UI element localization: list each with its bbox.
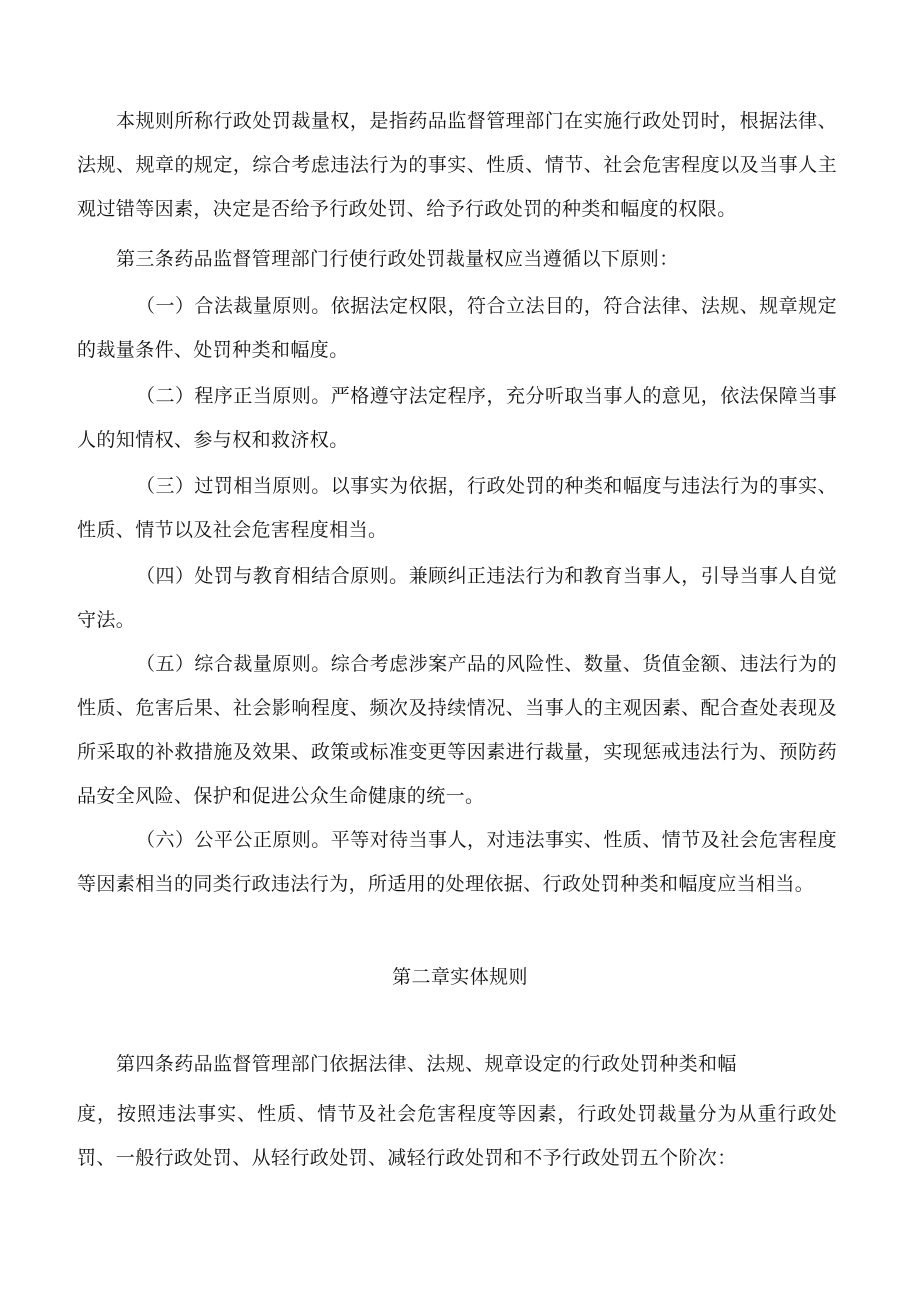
paragraph-principle-5: （五）综合裁量原则。综合考虑涉案产品的风险性、数量、货值金额、违法行为的性质、危害后果、社会影响程度、频次及持续情况、当事人的主观因素、配合查处表现及所采取的补救措施及效果、政策或标准变更等因素进行裁量，实现惩戒违法行为、预防药品安全风险、保护和促进公众生命健康的统一。 bbox=[77, 653, 837, 807]
paragraph-principle-1: （一）合法裁量原则。依据法定权限，符合立法目的，符合法律、法规、规章规定的裁量条件、处罚种类和幅度。 bbox=[77, 295, 837, 361]
chapter-heading: 第二章实体规则 bbox=[392, 966, 528, 988]
paragraph-definition: 本规则所称行政处罚裁量权，是指药品监督管理部门在实施行政处罚时，根据法律、法规、规章的规定，综合考虑违法行为的事实、性质、情节、社会危害程度以及当事人主观过错等因素，决定是否给予行政处罚、给予行政处罚的种类和幅度的权限。 bbox=[77, 110, 837, 220]
paragraph-principle-2: （二）程序正当原则。严格遵守法定程序，充分听取当事人的意见，依法保障当事人的知情权、参与权和救济权。 bbox=[77, 385, 837, 451]
paragraph-principle-4: （四）处罚与教育相结合原则。兼顾纠正违法行为和教育当事人，引导当事人自觉守法。 bbox=[77, 565, 837, 631]
paragraph-article-4-continuation: 度，按照违法事实、性质、情节及社会危害程度等因素，行政处罚裁量分为从重行政处罚、一般行政处罚、从轻行政处罚、减轻行政处罚和不予行政处罚五个阶次： bbox=[77, 1103, 837, 1169]
paragraph-article-3: 第三条药品监督管理部门行使行政处罚裁量权应当遵循以下原则： bbox=[116, 248, 679, 270]
paragraph-principle-6: （六）公平公正原则。平等对待当事人，对违法事实、性质、情节及社会危害程度等因素相当的同类行政违法行为，所适用的处理依据、行政处罚种类和幅度应当相当。 bbox=[77, 829, 837, 895]
paragraph-article-4-first-line: 第四条药品监督管理部门依据法律、法规、规章设定的行政处罚种类和幅 bbox=[116, 1053, 737, 1075]
paragraph-principle-3: （三）过罚相当原则。以事实为依据，行政处罚的种类和幅度与违法行为的事实、性质、情节以及社会危害程度相当。 bbox=[77, 475, 837, 541]
